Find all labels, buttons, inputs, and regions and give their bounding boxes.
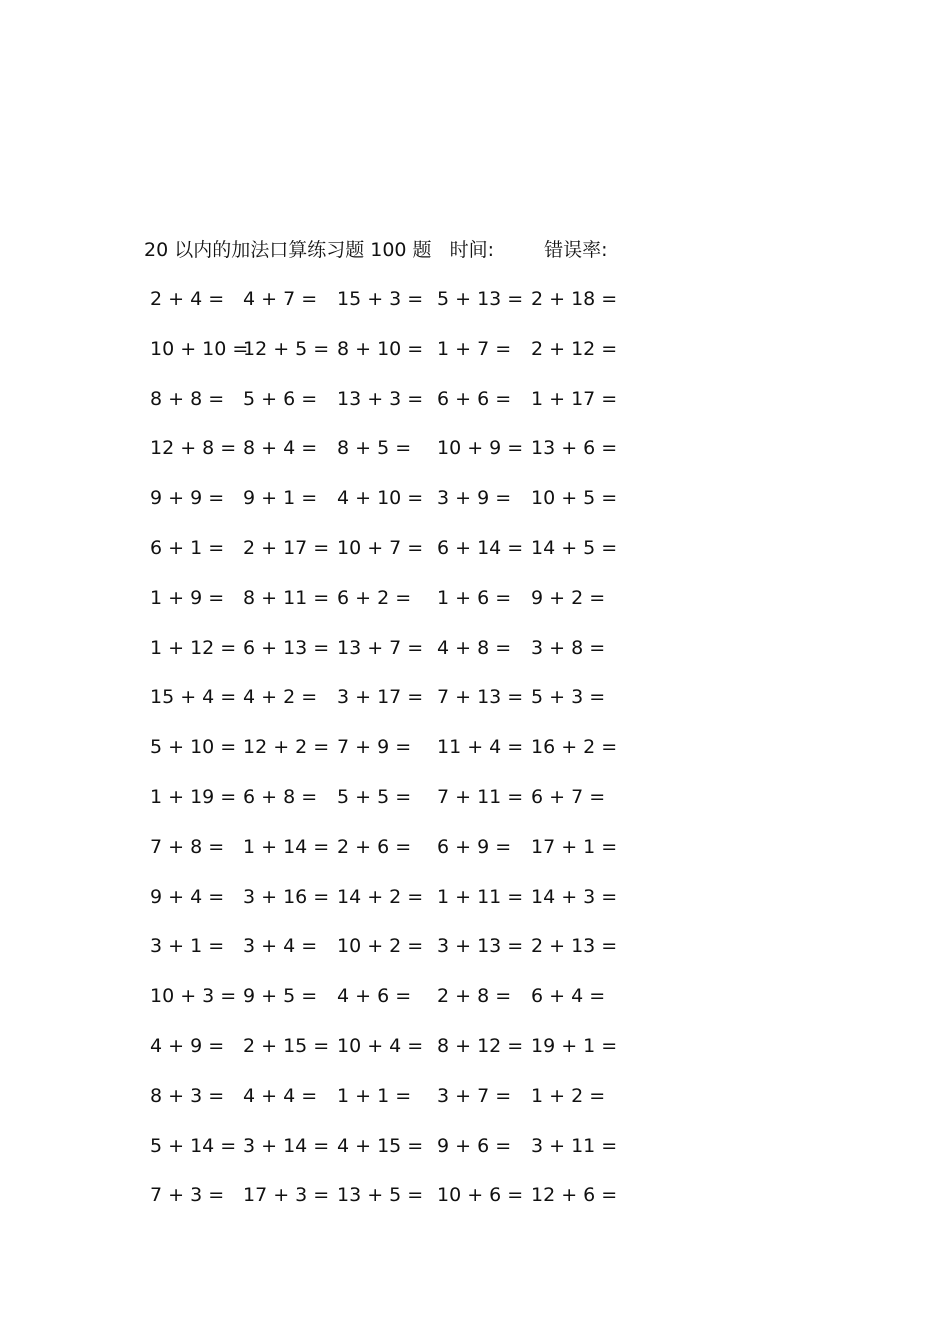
problem-item: 4 + 6 = xyxy=(337,985,412,1008)
problem-row xyxy=(0,981,950,1011)
problem-item: 3 + 17 = xyxy=(337,686,424,709)
problem-item: 10 + 2 = xyxy=(337,935,424,958)
problem-item: 6 + 9 = xyxy=(437,835,512,858)
problem-item: 1 + 14 = xyxy=(243,835,330,858)
problem-item: 1 + 17 = xyxy=(531,387,618,410)
problem-item: 2 + 18 = xyxy=(531,288,618,310)
problem-item: 5 + 3 = xyxy=(531,686,606,709)
problem-item: 6 + 8 = xyxy=(243,786,318,808)
problem-item: 6 + 4 = xyxy=(531,985,606,1008)
problem-row xyxy=(0,782,950,812)
problem-item: 1 + 9 = xyxy=(150,586,225,609)
problem-item: 15 + 4 = xyxy=(150,686,237,709)
problem-item: 9 + 2 = xyxy=(531,586,606,609)
problem-item: 3 + 1 = xyxy=(150,935,225,958)
problem-item: 2 + 15 = xyxy=(243,1035,330,1057)
problem-item: 16 + 2 = xyxy=(531,736,618,759)
worksheet-title: 20 以内的加法口算练习题 100 题 xyxy=(144,239,432,261)
problem-item: 10 + 10 = xyxy=(150,337,249,360)
problem-item: 10 + 9 = xyxy=(437,437,524,460)
problem-row xyxy=(0,533,950,563)
problem-item: 1 + 1 = xyxy=(337,1084,412,1107)
problem-item: 7 + 8 = xyxy=(150,835,225,858)
problem-item: 2 + 17 = xyxy=(243,537,330,559)
problem-row xyxy=(0,483,950,513)
problem-item: 14 + 2 = xyxy=(337,885,424,908)
problem-item: 7 + 11 = xyxy=(437,786,524,808)
problem-item: 6 + 2 = xyxy=(337,586,412,609)
problem-item: 1 + 11 = xyxy=(437,885,524,908)
problem-item: 5 + 5 = xyxy=(337,786,412,808)
problem-item: 9 + 9 = xyxy=(150,487,225,510)
problem-item: 13 + 6 = xyxy=(531,437,618,460)
problem-item: 2 + 12 = xyxy=(531,337,618,360)
problem-item: 5 + 14 = xyxy=(150,1134,237,1157)
problem-item: 2 + 8 = xyxy=(437,985,512,1008)
problem-row xyxy=(0,633,950,663)
problem-item: 2 + 6 = xyxy=(337,835,412,858)
problem-item: 5 + 13 = xyxy=(437,288,524,310)
problem-item: 12 + 6 = xyxy=(531,1184,618,1207)
problem-item: 9 + 1 = xyxy=(243,487,318,510)
problem-item: 15 + 3 = xyxy=(337,288,424,310)
problem-item: 8 + 11 = xyxy=(243,586,330,609)
problem-item: 12 + 8 = xyxy=(150,437,237,460)
problem-item: 6 + 1 = xyxy=(150,537,225,559)
problem-item: 5 + 10 = xyxy=(150,736,237,759)
problem-item: 6 + 13 = xyxy=(243,636,330,659)
error-rate-label: 错误率: xyxy=(544,239,608,261)
problem-item: 10 + 4 = xyxy=(337,1035,424,1057)
problem-item: 4 + 7 = xyxy=(243,288,318,310)
problem-row xyxy=(0,1131,950,1161)
problem-row xyxy=(0,682,950,712)
problem-item: 7 + 13 = xyxy=(437,686,524,709)
problem-item: 10 + 3 = xyxy=(150,985,237,1008)
problem-item: 3 + 13 = xyxy=(437,935,524,958)
problem-item: 4 + 2 = xyxy=(243,686,318,709)
problem-row xyxy=(0,1081,950,1111)
problem-row xyxy=(0,931,950,961)
problem-row xyxy=(0,732,950,762)
problem-row xyxy=(0,1180,950,1210)
problem-row xyxy=(0,284,950,314)
problem-item: 3 + 11 = xyxy=(531,1134,618,1157)
problem-row xyxy=(0,832,950,862)
problem-item: 8 + 3 = xyxy=(150,1084,225,1107)
problem-item: 1 + 12 = xyxy=(150,636,237,659)
problem-item: 17 + 3 = xyxy=(243,1184,330,1207)
problem-item: 8 + 4 = xyxy=(243,437,318,460)
problem-item: 13 + 3 = xyxy=(337,387,424,410)
problem-row xyxy=(0,384,950,414)
time-label: 时间: xyxy=(449,239,495,261)
problem-item: 1 + 19 = xyxy=(150,786,237,808)
problem-item: 14 + 3 = xyxy=(531,885,618,908)
problem-item: 3 + 9 = xyxy=(437,487,512,510)
problem-item: 4 + 15 = xyxy=(337,1134,424,1157)
problem-item: 3 + 4 = xyxy=(243,935,318,958)
problem-item: 10 + 7 = xyxy=(337,537,424,559)
problem-item: 3 + 8 = xyxy=(531,636,606,659)
problem-item: 14 + 5 = xyxy=(531,537,618,559)
problem-item: 10 + 6 = xyxy=(437,1184,524,1207)
problem-item: 13 + 7 = xyxy=(337,636,424,659)
problem-item: 13 + 5 = xyxy=(337,1184,424,1207)
problem-item: 4 + 4 = xyxy=(243,1084,318,1107)
problem-item: 2 + 13 = xyxy=(531,935,618,958)
problem-item: 2 + 4 = xyxy=(150,288,225,310)
problem-item: 8 + 5 = xyxy=(337,437,412,460)
problem-item: 6 + 7 = xyxy=(531,786,606,808)
problem-item: 9 + 6 = xyxy=(437,1134,512,1157)
problem-item: 3 + 16 = xyxy=(243,885,330,908)
problem-item: 8 + 8 = xyxy=(150,387,225,410)
problem-item: 19 + 1 = xyxy=(531,1035,618,1057)
problem-item: 1 + 2 = xyxy=(531,1084,606,1107)
problem-item: 1 + 7 = xyxy=(437,337,512,360)
problem-item: 17 + 1 = xyxy=(531,835,618,858)
problem-item: 12 + 2 = xyxy=(243,736,330,759)
problem-item: 8 + 10 = xyxy=(337,337,424,360)
problem-item: 6 + 6 = xyxy=(437,387,512,410)
problem-row xyxy=(0,882,950,912)
problem-item: 4 + 9 = xyxy=(150,1035,225,1057)
problem-item: 8 + 12 = xyxy=(437,1035,524,1057)
problem-item: 4 + 8 = xyxy=(437,636,512,659)
problem-item: 3 + 14 = xyxy=(243,1134,330,1157)
problem-row xyxy=(0,1031,950,1061)
problem-item: 5 + 6 = xyxy=(243,387,318,410)
problem-item: 9 + 5 = xyxy=(243,985,318,1008)
problem-item: 9 + 4 = xyxy=(150,885,225,908)
problem-row xyxy=(0,334,950,364)
problem-row xyxy=(0,583,950,613)
problem-item: 11 + 4 = xyxy=(437,736,524,759)
problem-item: 3 + 7 = xyxy=(437,1084,512,1107)
problem-item: 12 + 5 = xyxy=(243,337,330,360)
problem-row xyxy=(0,433,950,463)
problem-item: 6 + 14 = xyxy=(437,537,524,559)
problem-item: 7 + 9 = xyxy=(337,736,412,759)
problem-item: 4 + 10 = xyxy=(337,487,424,510)
problem-item: 7 + 3 = xyxy=(150,1184,225,1207)
problem-item: 1 + 6 = xyxy=(437,586,512,609)
problem-item: 10 + 5 = xyxy=(531,487,618,510)
